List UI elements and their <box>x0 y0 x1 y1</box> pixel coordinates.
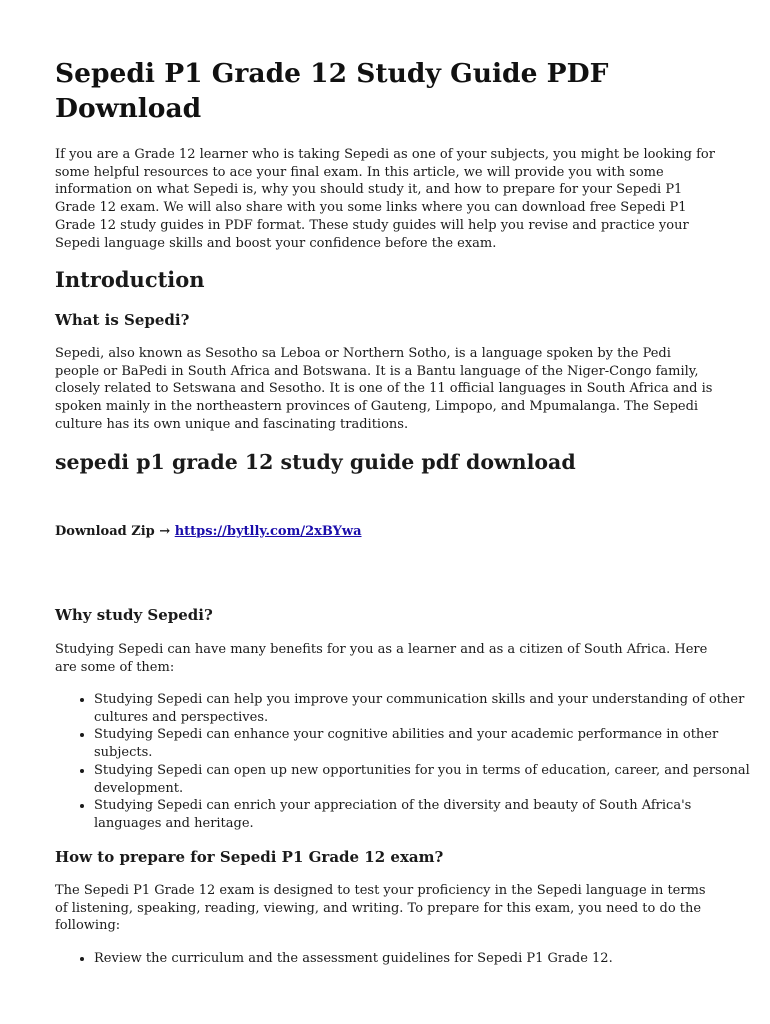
why-study-list <box>55 691 754 833</box>
list-item: • Studying Sepedi can open up new opportunities for you in terms of education, career, and personal development. <box>94 762 754 797</box>
prepare-heading: How to prepare for Sepedi P1 Grade 12 exam? <box>55 848 444 866</box>
page-title: Sepedi P1 Grade 12 Study Guide PDF Download <box>55 58 609 124</box>
what-is-sepedi-text: Sepedi, also known as Sesotho sa Leboa or Northern Sotho, is a language spoken by the Pedi people or BaPedi in South Africa and Botswana. It is a Bantu language of the Niger-Congo family, closely related to Setswana and Sesotho. It is one of the 11 official languages in South Africa and is spoken mainly in the northeastern provinces of Gauteng, Limpopo, and Mpumalanga. The Sepedi culture has its own unique and fascinating traditions. <box>55 346 713 432</box>
download-link[interactable]: https://bytlly.com/2xBYwa <box>174 524 362 539</box>
prepare-text: The Sepedi P1 Grade 12 exam is designed to test your proficiency in the Sepedi language in terms of listening, speaking, reading, viewing, and writing. To prepare for this exam, you need to do the following: <box>55 883 706 934</box>
prepare-list <box>55 950 754 968</box>
download-label: Download Zip → <box>55 524 171 539</box>
download-heading: sepedi p1 grade 12 study guide pdf download <box>55 450 576 474</box>
list-item: • Studying Sepedi can enhance your cognitive abilities and your academic performance in other subjects. <box>94 726 754 761</box>
why-study-heading: Why study Sepedi? <box>55 606 213 624</box>
introduction-heading: Introduction <box>55 267 205 292</box>
list-item: • Studying Sepedi can help you improve your communication skills and your understanding of other cultures and perspectives. <box>94 691 754 726</box>
download-line <box>55 523 715 541</box>
list-item: • Studying Sepedi can enrich your appreciation of the diversity and beauty of South Africa's languages and heritage. <box>94 797 754 832</box>
what-is-sepedi-heading: What is Sepedi? <box>55 311 190 329</box>
why-study-text: Studying Sepedi can have many benefits for you as a learner and as a citizen of South Africa. Here are some of them: <box>55 642 708 675</box>
list-item: • Review the curriculum and the assessment guidelines for Sepedi P1 Grade 12. <box>94 950 754 968</box>
intro-paragraph: If you are a Grade 12 learner who is taking Sepedi as one of your subjects, you might be looking for some helpful resources to ace your final exam. In this article, we will provide you with some information on what Sepedi is, why you should study it, and how to prepare for your Sepedi P1 Grade 12 exam. We will also share with you some links where you can download free Sepedi P1 Grade 12 study guides in PDF format. These study guides will help you revise and practice your Sepedi language skills and boost your confidence before the exam. <box>55 147 715 251</box>
